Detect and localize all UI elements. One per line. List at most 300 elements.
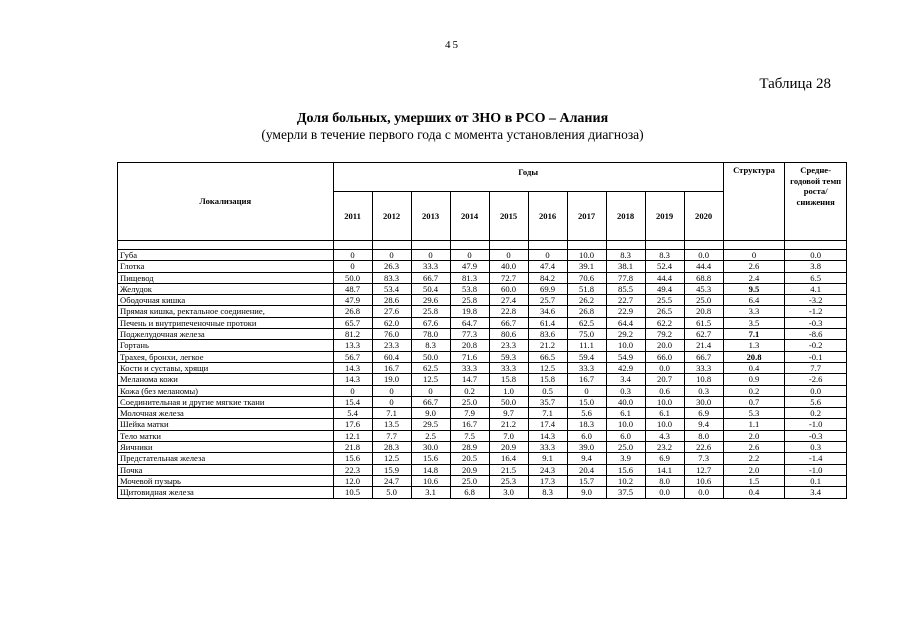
- structure-cell: 0.4: [723, 487, 785, 498]
- structure-cell: 0: [723, 250, 785, 261]
- value-cell: 8.3: [411, 340, 450, 351]
- rate-cell: 0.0: [785, 385, 847, 396]
- value-cell: 13.5: [372, 419, 411, 430]
- value-cell: 80.6: [489, 329, 528, 340]
- structure-cell: 0.2: [723, 385, 785, 396]
- value-cell: 83.6: [528, 329, 567, 340]
- value-cell: 15.6: [333, 453, 372, 464]
- value-cell: 71.6: [450, 351, 489, 362]
- table-row: [118, 374, 847, 385]
- structure-cell: 1.5: [723, 475, 785, 486]
- rate-cell: -0.2: [785, 340, 847, 351]
- value-cell: 10.2: [606, 475, 645, 486]
- value-cell: 12.1: [333, 430, 372, 441]
- table-row: [118, 295, 847, 306]
- table-row: [118, 453, 847, 464]
- table-row: [118, 272, 847, 283]
- value-cell: 22.8: [489, 306, 528, 317]
- value-cell: 85.5: [606, 283, 645, 294]
- structure-cell: 2.6: [723, 261, 785, 272]
- table-row: [118, 261, 847, 272]
- value-cell: 61.4: [528, 317, 567, 328]
- structure-cell: 3.5: [723, 317, 785, 328]
- localization-cell: Прямая кишка, ректальное соединение,: [118, 306, 334, 317]
- value-cell: 7.5: [450, 430, 489, 441]
- value-cell: 26.5: [645, 306, 684, 317]
- rate-cell: -1.2: [785, 306, 847, 317]
- value-cell: 62.5: [567, 317, 606, 328]
- value-cell: 68.8: [684, 272, 723, 283]
- value-cell: 10.0: [606, 340, 645, 351]
- value-cell: 16.4: [489, 453, 528, 464]
- value-cell: 6.9: [684, 408, 723, 419]
- value-cell: 12.0: [333, 475, 372, 486]
- value-cell: 75.0: [567, 329, 606, 340]
- value-cell: 7.7: [372, 430, 411, 441]
- value-cell: 5.4: [333, 408, 372, 419]
- value-cell: 50.0: [489, 396, 528, 407]
- value-cell: 16.7: [450, 419, 489, 430]
- structure-cell: 1.3: [723, 340, 785, 351]
- value-cell: 16.7: [567, 374, 606, 385]
- rate-cell: -1.0: [785, 464, 847, 475]
- table-title: Доля больных, умерших от ЗНО в РСО – Алания: [296, 111, 609, 126]
- value-cell: 0: [411, 385, 450, 396]
- localization-cell: Губа: [118, 250, 334, 261]
- value-cell: 7.9: [450, 408, 489, 419]
- value-cell: 35.7: [528, 396, 567, 407]
- value-cell: 27.6: [372, 306, 411, 317]
- value-cell: 0.3: [606, 385, 645, 396]
- value-cell: 21.2: [489, 419, 528, 430]
- value-cell: 11.1: [567, 340, 606, 351]
- value-cell: 50.4: [411, 283, 450, 294]
- value-cell: 6.1: [645, 408, 684, 419]
- table-row: [118, 340, 847, 351]
- table-row: [118, 329, 847, 340]
- value-cell: 0: [333, 261, 372, 272]
- localization-cell: Молочная железа: [118, 408, 334, 419]
- value-cell: 5.0: [372, 487, 411, 498]
- localization-cell: Глотка: [118, 261, 334, 272]
- value-cell: 8.0: [645, 475, 684, 486]
- value-cell: 62.7: [684, 329, 723, 340]
- value-cell: 8.3: [528, 487, 567, 498]
- localization-cell: Гортань: [118, 340, 334, 351]
- rate-cell: -0.3: [785, 430, 847, 441]
- structure-cell: 5.3: [723, 408, 785, 419]
- value-cell: 26.3: [372, 261, 411, 272]
- header-year: 2012: [372, 192, 411, 241]
- value-cell: 14.7: [450, 374, 489, 385]
- structure-cell: 20.8: [723, 351, 785, 362]
- header-year: 2011: [333, 192, 372, 241]
- value-cell: 16.7: [372, 362, 411, 373]
- value-cell: 0: [567, 385, 606, 396]
- value-cell: 27.4: [489, 295, 528, 306]
- rate-cell: -1.4: [785, 453, 847, 464]
- table-body: [118, 241, 847, 499]
- localization-cell: Яичники: [118, 442, 334, 453]
- value-cell: 9.0: [411, 408, 450, 419]
- value-cell: 77.3: [450, 329, 489, 340]
- table-row: [118, 442, 847, 453]
- value-cell: 21.2: [528, 340, 567, 351]
- header-year: 2018: [606, 192, 645, 241]
- value-cell: 8.3: [606, 250, 645, 261]
- value-cell: 2.5: [411, 430, 450, 441]
- rate-cell: 0.3: [785, 442, 847, 453]
- value-cell: 3.4: [606, 374, 645, 385]
- structure-cell: 0.4: [723, 362, 785, 373]
- value-cell: 62.0: [372, 317, 411, 328]
- value-cell: 12.5: [528, 362, 567, 373]
- value-cell: 0: [411, 250, 450, 261]
- value-cell: 12.7: [684, 464, 723, 475]
- value-cell: 50.0: [333, 272, 372, 283]
- value-cell: 83.3: [372, 272, 411, 283]
- value-cell: 62.5: [411, 362, 450, 373]
- table-row: [118, 396, 847, 407]
- value-cell: 30.0: [411, 442, 450, 453]
- header-year: 2015: [489, 192, 528, 241]
- value-cell: 20.8: [450, 340, 489, 351]
- value-cell: 0.3: [684, 385, 723, 396]
- value-cell: 17.3: [528, 475, 567, 486]
- value-cell: 19.0: [372, 374, 411, 385]
- value-cell: 8.3: [645, 250, 684, 261]
- value-cell: 0.0: [684, 250, 723, 261]
- value-cell: 66.7: [489, 317, 528, 328]
- value-cell: 0: [489, 250, 528, 261]
- value-cell: 44.4: [645, 272, 684, 283]
- value-cell: 51.8: [567, 283, 606, 294]
- structure-cell: 9.5: [723, 283, 785, 294]
- value-cell: 28.6: [372, 295, 411, 306]
- value-cell: 64.7: [450, 317, 489, 328]
- value-cell: 48.7: [333, 283, 372, 294]
- value-cell: 65.7: [333, 317, 372, 328]
- table-row: [118, 430, 847, 441]
- value-cell: 14.3: [333, 374, 372, 385]
- value-cell: 66.7: [411, 272, 450, 283]
- value-cell: 21.5: [489, 464, 528, 475]
- value-cell: 0: [372, 250, 411, 261]
- rate-cell: -0.3: [785, 317, 847, 328]
- value-cell: 33.3: [411, 261, 450, 272]
- structure-cell: 1.1: [723, 419, 785, 430]
- value-cell: 60.0: [489, 283, 528, 294]
- localization-cell: Предстательная железа: [118, 453, 334, 464]
- value-cell: 13.3: [333, 340, 372, 351]
- value-cell: 6.8: [450, 487, 489, 498]
- value-cell: 15.7: [567, 475, 606, 486]
- value-cell: 0.0: [684, 487, 723, 498]
- localization-cell: Ободочная кишка: [118, 295, 334, 306]
- header-year: 2014: [450, 192, 489, 241]
- value-cell: 19.8: [450, 306, 489, 317]
- rate-cell: -0.1: [785, 351, 847, 362]
- value-cell: 26.2: [567, 295, 606, 306]
- value-cell: 14.3: [528, 430, 567, 441]
- value-cell: 15.8: [528, 374, 567, 385]
- header-rate: Средне-годовой темп роста/ снижения: [785, 163, 847, 241]
- rate-cell: 0.2: [785, 408, 847, 419]
- localization-cell: Пищевод: [118, 272, 334, 283]
- value-cell: 33.3: [450, 362, 489, 373]
- value-cell: 20.8: [684, 306, 723, 317]
- value-cell: 28.3: [372, 442, 411, 453]
- value-cell: 84.2: [528, 272, 567, 283]
- structure-cell: 2.6: [723, 442, 785, 453]
- value-cell: 34.6: [528, 306, 567, 317]
- value-cell: 10.5: [333, 487, 372, 498]
- value-cell: 9.1: [528, 453, 567, 464]
- value-cell: 0: [372, 385, 411, 396]
- localization-cell: Кости и суставы, хрящи: [118, 362, 334, 373]
- header-localization: Локализация: [118, 163, 334, 241]
- rate-cell: -8.6: [785, 329, 847, 340]
- localization-cell: Печень и внутрипеченочные протоки: [118, 317, 334, 328]
- localization-cell: Желудок: [118, 283, 334, 294]
- header-years-group: Годы: [333, 163, 723, 192]
- localization-cell: Тело матки: [118, 430, 334, 441]
- rate-cell: 3.4: [785, 487, 847, 498]
- structure-cell: 7.1: [723, 329, 785, 340]
- rate-cell: 7.7: [785, 362, 847, 373]
- value-cell: 33.3: [489, 362, 528, 373]
- structure-cell: 2.0: [723, 430, 785, 441]
- value-cell: 56.7: [333, 351, 372, 362]
- value-cell: 6.1: [606, 408, 645, 419]
- table-row: [118, 306, 847, 317]
- value-cell: 33.3: [684, 362, 723, 373]
- value-cell: 25.8: [411, 306, 450, 317]
- value-cell: 37.5: [606, 487, 645, 498]
- value-cell: 25.0: [684, 295, 723, 306]
- value-cell: 5.6: [567, 408, 606, 419]
- value-cell: 24.3: [528, 464, 567, 475]
- table-subtitle: (умерли в течение первого года с момента установления диагноза): [261, 127, 644, 142]
- value-cell: 25.5: [645, 295, 684, 306]
- value-cell: 30.0: [684, 396, 723, 407]
- value-cell: 17.6: [333, 419, 372, 430]
- value-cell: 28.9: [450, 442, 489, 453]
- table-row: [118, 385, 847, 396]
- value-cell: 25.0: [606, 442, 645, 453]
- value-cell: 67.6: [411, 317, 450, 328]
- value-cell: 10.6: [684, 475, 723, 486]
- rate-cell: 3.8: [785, 261, 847, 272]
- value-cell: 17.4: [528, 419, 567, 430]
- value-cell: 0.5: [528, 385, 567, 396]
- value-cell: 29.5: [411, 419, 450, 430]
- value-cell: 22.9: [606, 306, 645, 317]
- value-cell: 0.6: [645, 385, 684, 396]
- value-cell: 3.9: [606, 453, 645, 464]
- value-cell: 20.0: [645, 340, 684, 351]
- value-cell: 6.0: [567, 430, 606, 441]
- header-structure: Структура: [723, 163, 785, 241]
- header-year: 2019: [645, 192, 684, 241]
- value-cell: 81.3: [450, 272, 489, 283]
- value-cell: 29.6: [411, 295, 450, 306]
- value-cell: 10.8: [684, 374, 723, 385]
- value-cell: 21.8: [333, 442, 372, 453]
- value-cell: 66.5: [528, 351, 567, 362]
- value-cell: 45.3: [684, 283, 723, 294]
- value-cell: 47.4: [528, 261, 567, 272]
- table-row: [118, 351, 847, 362]
- value-cell: 29.2: [606, 329, 645, 340]
- value-cell: 69.9: [528, 283, 567, 294]
- rate-cell: 6.5: [785, 272, 847, 283]
- value-cell: 42.9: [606, 362, 645, 373]
- table-row: [118, 283, 847, 294]
- value-cell: 9.4: [567, 453, 606, 464]
- value-cell: 15.6: [606, 464, 645, 475]
- localization-cell: Соединительная и другие мягкие ткани: [118, 396, 334, 407]
- value-cell: 66.7: [684, 351, 723, 362]
- table-row: [118, 362, 847, 373]
- value-cell: 44.4: [684, 261, 723, 272]
- value-cell: 33.3: [567, 362, 606, 373]
- value-cell: 33.3: [528, 442, 567, 453]
- value-cell: 78.0: [411, 329, 450, 340]
- localization-cell: Мочевой пузырь: [118, 475, 334, 486]
- localization-cell: Поджелудочная железа: [118, 329, 334, 340]
- header-year: 2016: [528, 192, 567, 241]
- value-cell: 59.4: [567, 351, 606, 362]
- value-cell: 23.3: [489, 340, 528, 351]
- value-cell: 22.7: [606, 295, 645, 306]
- value-cell: 50.0: [411, 351, 450, 362]
- value-cell: 20.9: [489, 442, 528, 453]
- value-cell: 0.2: [450, 385, 489, 396]
- value-cell: 40.0: [489, 261, 528, 272]
- value-cell: 66.0: [645, 351, 684, 362]
- value-cell: 53.8: [450, 283, 489, 294]
- value-cell: 10.0: [645, 419, 684, 430]
- value-cell: 22.3: [333, 464, 372, 475]
- value-cell: 1.0: [489, 385, 528, 396]
- value-cell: 15.9: [372, 464, 411, 475]
- value-cell: 22.6: [684, 442, 723, 453]
- structure-cell: 3.3: [723, 306, 785, 317]
- value-cell: 15.6: [411, 453, 450, 464]
- value-cell: 15.4: [333, 396, 372, 407]
- rate-cell: -2.6: [785, 374, 847, 385]
- value-cell: 7.1: [528, 408, 567, 419]
- value-cell: 25.0: [450, 396, 489, 407]
- value-cell: 76.0: [372, 329, 411, 340]
- table-row: [118, 487, 847, 498]
- value-cell: 10.0: [606, 419, 645, 430]
- value-cell: 20.9: [450, 464, 489, 475]
- structure-cell: 2.4: [723, 272, 785, 283]
- value-cell: 23.3: [372, 340, 411, 351]
- value-cell: 20.5: [450, 453, 489, 464]
- localization-cell: Кожа (без меланомы): [118, 385, 334, 396]
- value-cell: 0: [450, 250, 489, 261]
- localization-cell: Трахея, бронхи, легкое: [118, 351, 334, 362]
- mortality-table: [117, 162, 847, 499]
- value-cell: 60.4: [372, 351, 411, 362]
- rate-cell: 0.1: [785, 475, 847, 486]
- rate-cell: 4.1: [785, 283, 847, 294]
- localization-cell: Щитовидная железа: [118, 487, 334, 498]
- localization-cell: Меланома кожи: [118, 374, 334, 385]
- value-cell: 0: [333, 250, 372, 261]
- value-cell: 20.4: [567, 464, 606, 475]
- localization-cell: Почка: [118, 464, 334, 475]
- value-cell: 23.2: [645, 442, 684, 453]
- value-cell: 15.8: [489, 374, 528, 385]
- value-cell: 10.0: [645, 396, 684, 407]
- value-cell: 24.7: [372, 475, 411, 486]
- value-cell: 14.3: [333, 362, 372, 373]
- value-cell: 0.0: [645, 362, 684, 373]
- value-cell: 18.3: [567, 419, 606, 430]
- value-cell: 14.1: [645, 464, 684, 475]
- rate-cell: -3.2: [785, 295, 847, 306]
- structure-cell: 0.9: [723, 374, 785, 385]
- value-cell: 47.9: [333, 295, 372, 306]
- value-cell: 7.0: [489, 430, 528, 441]
- table-label: Таблица 28: [759, 76, 831, 92]
- value-cell: 61.5: [684, 317, 723, 328]
- header-year: 2020: [684, 192, 723, 241]
- value-cell: 9.0: [567, 487, 606, 498]
- table-row: [118, 408, 847, 419]
- value-cell: 64.4: [606, 317, 645, 328]
- value-cell: 0: [528, 250, 567, 261]
- structure-cell: 6.4: [723, 295, 785, 306]
- value-cell: 77.8: [606, 272, 645, 283]
- value-cell: 54.9: [606, 351, 645, 362]
- value-cell: 66.7: [411, 396, 450, 407]
- localization-cell: Шейка матки: [118, 419, 334, 430]
- value-cell: 26.8: [567, 306, 606, 317]
- value-cell: 53.4: [372, 283, 411, 294]
- table-row: [118, 475, 847, 486]
- table-row: [118, 464, 847, 475]
- value-cell: 25.7: [528, 295, 567, 306]
- header-year: 2013: [411, 192, 450, 241]
- value-cell: 59.3: [489, 351, 528, 362]
- value-cell: 0.0: [645, 487, 684, 498]
- value-cell: 20.7: [645, 374, 684, 385]
- value-cell: 8.0: [684, 430, 723, 441]
- value-cell: 9.4: [684, 419, 723, 430]
- value-cell: 7.3: [684, 453, 723, 464]
- value-cell: 0: [372, 396, 411, 407]
- value-cell: 10.6: [411, 475, 450, 486]
- table-row: [118, 317, 847, 328]
- table-row: [118, 250, 847, 261]
- value-cell: 39.1: [567, 261, 606, 272]
- structure-cell: 2.2: [723, 453, 785, 464]
- value-cell: 25.3: [489, 475, 528, 486]
- value-cell: 15.0: [567, 396, 606, 407]
- value-cell: 12.5: [411, 374, 450, 385]
- value-cell: 72.7: [489, 272, 528, 283]
- page-number: 45: [445, 39, 460, 51]
- rate-cell: 0.0: [785, 250, 847, 261]
- value-cell: 7.1: [372, 408, 411, 419]
- value-cell: 38.1: [606, 261, 645, 272]
- table-row: [118, 419, 847, 430]
